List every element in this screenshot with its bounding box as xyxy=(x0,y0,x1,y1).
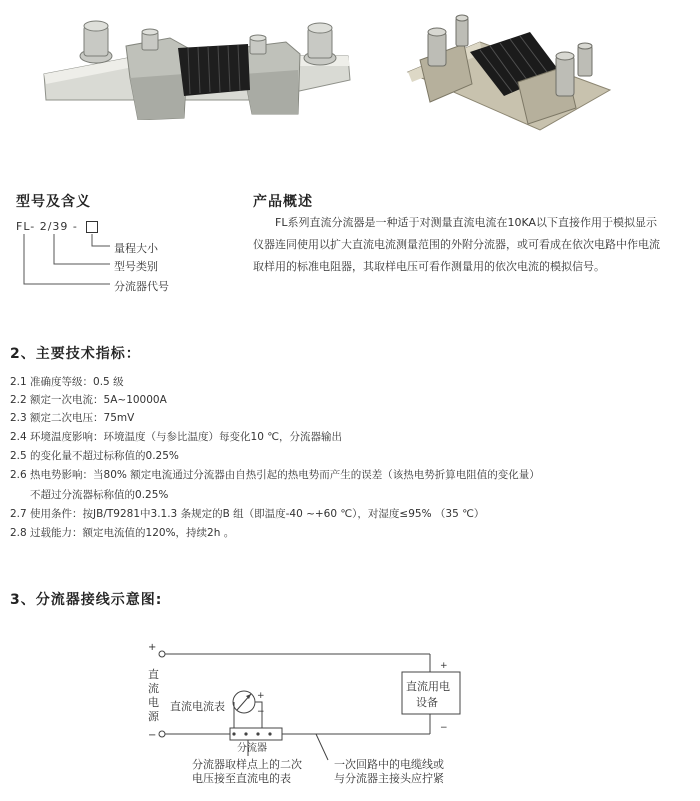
source-label-char: 直 xyxy=(148,668,159,681)
overview-line-1: FL系列直流分流器是一种适于对测量直流电流在10KA以下直接作用于模拟显示 xyxy=(275,216,657,229)
model-code-middle: - 2/39 - xyxy=(30,220,78,233)
spec-item: 2.8 过载能力：额定电流值的120%，持续2h 。 xyxy=(10,527,235,539)
spec-item: 不超过分流器标称值的0.25% xyxy=(10,489,169,501)
label-shunt-code: 分流器代号 xyxy=(114,280,169,293)
note-left-line: 电压接至直流电的表 xyxy=(192,772,291,785)
label-category: 型号类别 xyxy=(114,260,158,273)
model-section-title: 型号及含义 xyxy=(16,194,91,210)
wiring-diagram xyxy=(120,630,480,800)
note-left-line: 分流器取样点上的二次 xyxy=(192,758,302,771)
wiring-title: 3、分流器接线示意图: xyxy=(10,592,163,608)
overview-title: 产品概述 xyxy=(253,194,313,210)
shunt-photo-right xyxy=(400,12,620,137)
overview-line-2: 仪器连同使用以扩大直流电流测量范围的外附分流器，或可看成在依次电路中作电流 xyxy=(253,238,660,251)
device-label-line: 设备 xyxy=(416,696,438,709)
meter-label: 直流电流表 xyxy=(170,700,225,713)
device-label-line: 直流用电 xyxy=(406,680,450,693)
source-label-char: 流 xyxy=(148,682,159,695)
model-code-prefix: FL xyxy=(16,220,31,233)
spec-item: 2.2 额定一次电流：5A~10000A xyxy=(10,394,167,406)
spec-item: 2.1 准确度等级：0.5 级 xyxy=(10,376,124,388)
spec-item: 2.7 使用条件：按JB/T9281中3.1.3 条规定的B 组（即温度-40 ~+60 ℃），对湿度≤95% （35 ℃） xyxy=(10,508,485,520)
note-right-line: 一次回路中的电缆线或 xyxy=(334,758,444,771)
source-label-char: 电 xyxy=(148,696,159,709)
spec-item: 2.5 的变化量不超过标称值的0.25% xyxy=(10,450,179,462)
meter-plus: + xyxy=(257,691,265,701)
shunt-photo-left xyxy=(38,8,358,120)
spec-item: 2.3 额定二次电压：75mV xyxy=(10,412,135,424)
overview-line-3: 取样用的标准电阻器，其取样电压可看作测量用的依次电流的模拟信号。 xyxy=(253,260,605,273)
model-code-box-icon xyxy=(86,221,98,233)
note-right-line: 与分流器主接头应拧紧 xyxy=(334,772,444,785)
source-label-char: 源 xyxy=(148,710,159,723)
device-minus: − xyxy=(440,723,448,733)
shunt-label: 分流器 xyxy=(237,743,267,754)
spec-item: 2.6 热电势影响：当80% 额定电流通过分流器由自热引起的热电势而产生的误差（该热电势折算电阻值的变化量） xyxy=(10,469,540,481)
spec-item: 2.4 环境温度影响：环境温度（与参比温度）每变化10 ℃，分流器输出 xyxy=(10,431,343,443)
source-minus: − xyxy=(148,730,157,741)
meter-minus: − xyxy=(257,707,265,717)
source-plus: + xyxy=(148,642,157,653)
device-plus: + xyxy=(440,661,448,671)
label-range: 量程大小 xyxy=(114,242,158,255)
model-code xyxy=(16,220,78,233)
model-code-brackets xyxy=(14,234,114,294)
specs-title: 2、主要技术指标： xyxy=(10,346,141,362)
